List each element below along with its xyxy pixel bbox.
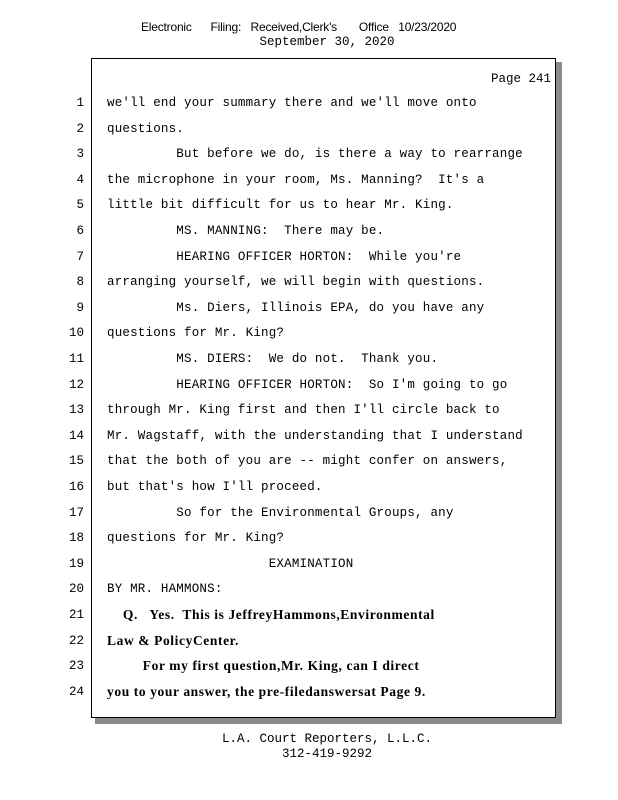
transcript-line: Mr. Wagstaff, with the understanding that I understand [107,429,523,443]
line-number: 13 [68,403,84,417]
transcript-line: So for the Environmental Groups, any [107,506,454,520]
transcript-line: HEARING OFFICER HORTON: While you're [107,250,462,264]
transcript-line: Q. Yes. This is JeffreyHammons,Environmental [107,607,435,622]
line-number: 14 [68,429,84,443]
line-number: 19 [68,557,84,571]
line-number: 3 [76,147,84,161]
reporter-phone: 312-419-9292 [281,747,372,761]
line-number: 17 [68,506,84,520]
line-number: 7 [76,250,84,264]
line-number: 21 [68,608,84,622]
line-number: 9 [76,301,84,315]
line-number: 12 [68,378,84,392]
transcript-line: little bit difficult for us to hear Mr. King. [107,198,454,212]
transcript-line: the microphone in your room, Ms. Manning? It's a [107,173,485,187]
footer [0,732,618,762]
line-number: 6 [76,224,84,238]
line-number: 22 [68,634,84,648]
transcript-date: September 30, 2020 [259,35,395,49]
transcript-line: MS. DIERS: We do not. Thank you. [107,352,439,366]
line-number: 18 [68,531,84,545]
transcript-line: Law & PolicyCenter. [107,633,240,648]
line-number: 20 [68,582,84,596]
line-number: 10 [68,326,84,340]
line-number: 2 [76,122,84,136]
transcript-line: questions for Mr. King? [107,326,285,340]
transcript-line: that the both of you are -- might confer on answers, [107,454,508,468]
line-number: 23 [68,659,84,673]
transcript-line: MS. MANNING: There may be. [107,224,385,238]
page-number: Page 241 [490,72,551,86]
transcript-line: but that's how I'll proceed. [107,480,323,494]
transcript-line: BY MR. HAMMONS: [107,582,223,596]
line-number: 8 [76,275,84,289]
line-number: 24 [68,685,84,699]
line-number: 4 [76,173,84,187]
transcript-line: through Mr. King first and then I'll circle back to [107,403,500,417]
transcript-line: we'll end your summary there and we'll move onto [107,96,477,110]
transcript-line: EXAMINATION [107,557,354,571]
transcript-line: arranging yourself, we will begin with questions. [107,275,485,289]
line-number: 5 [76,198,84,212]
transcript-line: For my first question,Mr. King, can I direct [107,658,420,673]
line-number: 1 [76,96,84,110]
line-number: 16 [68,480,84,494]
reporter-company: L.A. Court Reporters, L.L.C. [221,732,433,746]
transcript-line: questions for Mr. King? [107,531,285,545]
transcript-line: Ms. Diers, Illinois EPA, do you have any [107,301,485,315]
line-number: 15 [68,454,84,468]
transcript-line: questions. [107,122,185,136]
filing-stamp: Electronic Filing: Received,Clerk's Office 10/23/2020 [141,20,457,34]
line-number: 11 [68,352,84,366]
transcript-line: HEARING OFFICER HORTON: So I'm going to go [107,378,508,392]
transcript-line: you to your answer, the pre-filedanswersat Page 9. [107,684,426,699]
transcript-line: But before we do, is there a way to rearrange [107,147,523,161]
